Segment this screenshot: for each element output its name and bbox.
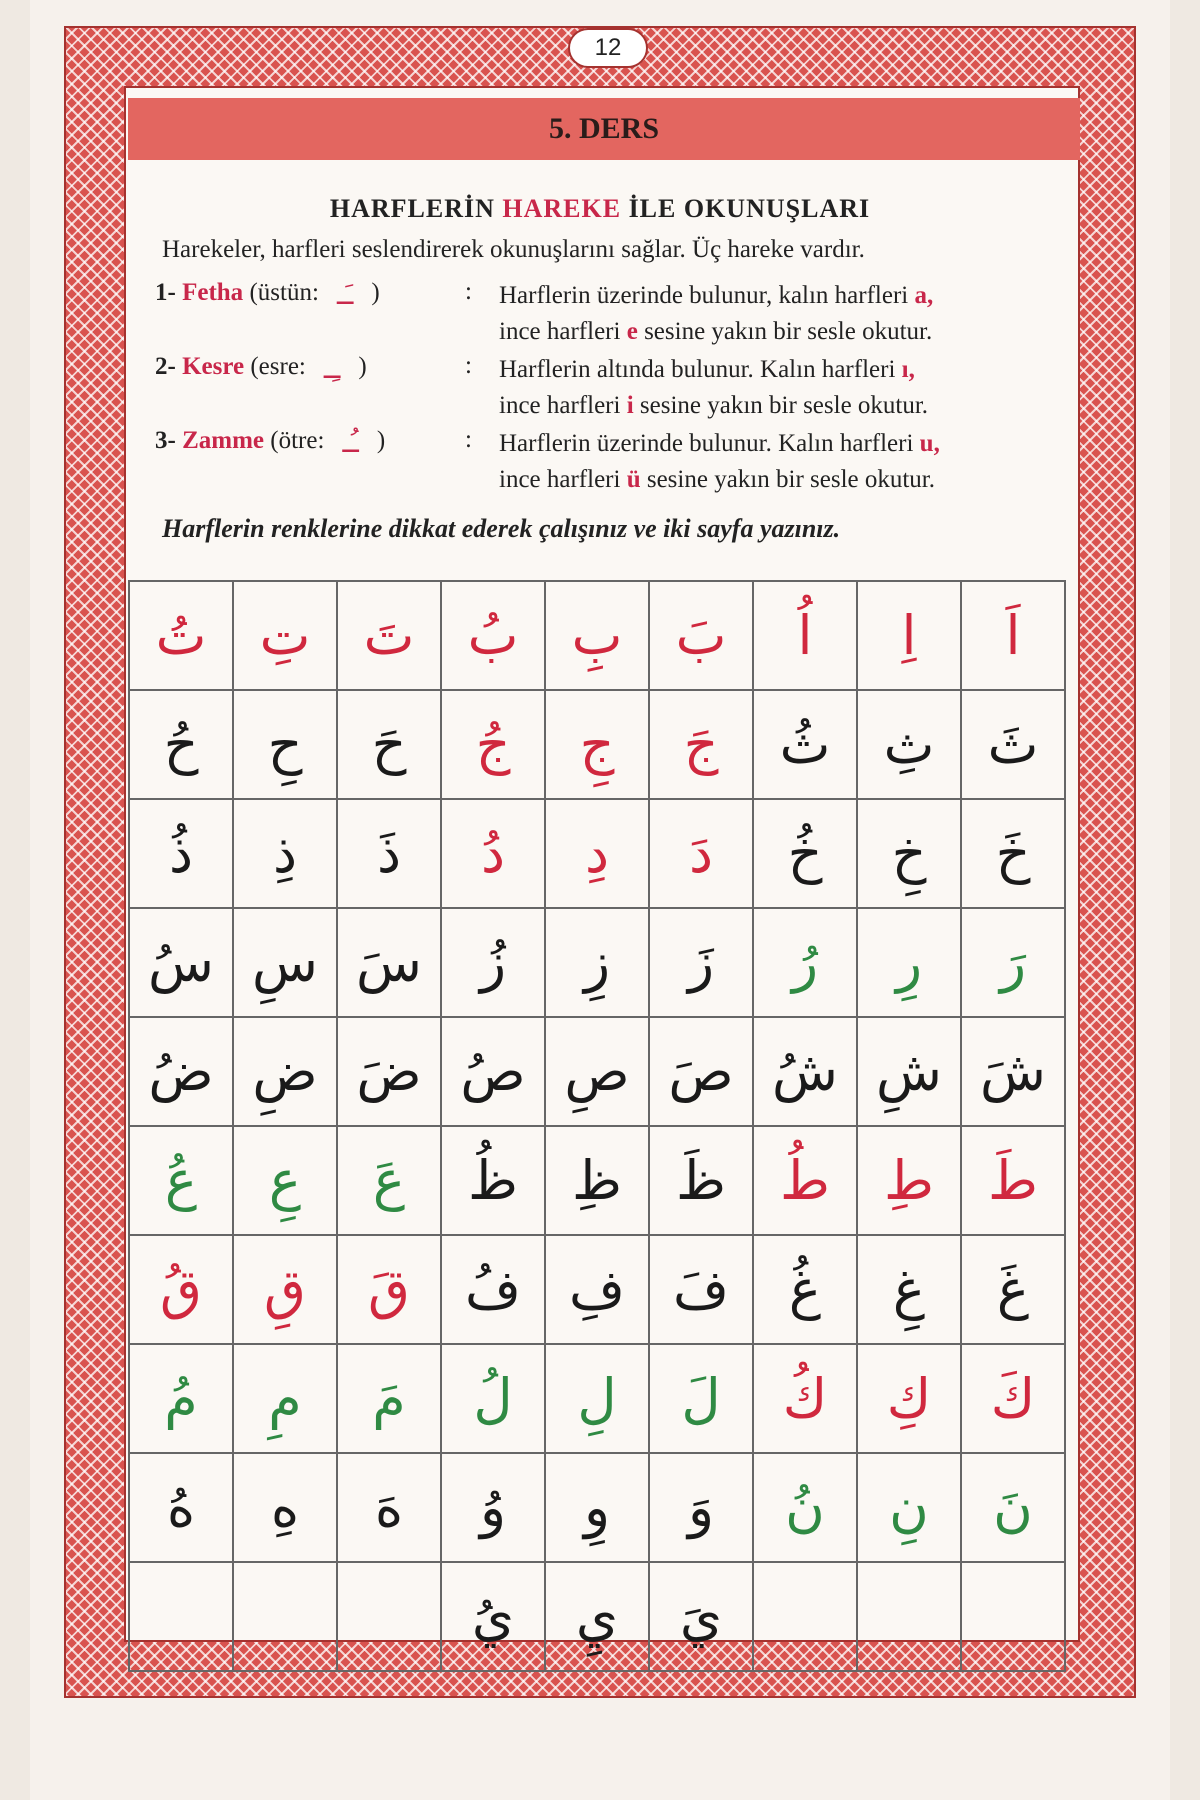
- letter-cell: كِ: [858, 1345, 962, 1454]
- letter-cell: وَ: [650, 1454, 754, 1563]
- empty-cell: [858, 1563, 962, 1672]
- letter-cell: هَ: [338, 1454, 442, 1563]
- letter-cell: يِ: [546, 1563, 650, 1672]
- letter-cell: غَ: [962, 1236, 1066, 1345]
- letter-cell: زُ: [442, 909, 546, 1018]
- letter-cell: كَ: [962, 1345, 1066, 1454]
- letter-cell: نُ: [754, 1454, 858, 1563]
- letter-cell: خُ: [754, 800, 858, 909]
- fetha-mark-icon: ـَـ: [336, 278, 354, 311]
- letter-cell: كُ: [754, 1345, 858, 1454]
- letter-cell: سِ: [234, 909, 338, 1018]
- section-heading: [150, 194, 1050, 224]
- empty-cell: [962, 1563, 1066, 1672]
- letter-cell: اُ: [754, 582, 858, 691]
- heading-part-2: HAREKE: [502, 194, 622, 223]
- letter-cell: لَ: [650, 1345, 754, 1454]
- letter-cell: نَ: [962, 1454, 1066, 1563]
- letter-cell: جُ: [442, 691, 546, 800]
- letter-cell: غِ: [858, 1236, 962, 1345]
- letter-cell: ثَ: [962, 691, 1066, 800]
- hareke-label: 1- Fetha (üstün: ـَـ ): [155, 278, 380, 311]
- letter-cell: ظُ: [442, 1127, 546, 1236]
- heading-part-1: HARFLERİN: [329, 194, 495, 223]
- letter-cell: طَ: [962, 1127, 1066, 1236]
- letter-cell: ظَ: [650, 1127, 754, 1236]
- letter-cell: طِ: [858, 1127, 962, 1236]
- instruction-note: Harflerin renklerine dikkat ederek çalışınız ve iki sayfa yazınız.: [162, 514, 841, 543]
- letter-cell: بَ: [650, 582, 754, 691]
- letter-cell: خِ: [858, 800, 962, 909]
- letter-cell: اِ: [858, 582, 962, 691]
- hareke-description: Harflerin üzerinde bulunur, kalın harfleri a, ince harfleri e sesine yakın bir sesle okutur.: [499, 282, 934, 345]
- kesre-mark-icon: ـِـ: [323, 352, 341, 385]
- letter-cell: رِ: [858, 909, 962, 1018]
- letter-cell: ذِ: [234, 800, 338, 909]
- letter-cell: اَ: [962, 582, 1066, 691]
- letter-cell: قَ: [338, 1236, 442, 1345]
- letter-cell: هُ: [130, 1454, 234, 1563]
- letter-cell: ثِ: [858, 691, 962, 800]
- letter-cell: فَ: [650, 1236, 754, 1345]
- letter-cell: غُ: [754, 1236, 858, 1345]
- letter-cell: لِ: [546, 1345, 650, 1454]
- empty-cell: [338, 1563, 442, 1672]
- letter-cell: لُ: [442, 1345, 546, 1454]
- letter-cell: رَ: [962, 909, 1066, 1018]
- letter-cell: فِ: [546, 1236, 650, 1345]
- letter-cell: مَ: [338, 1345, 442, 1454]
- letter-cell: تِ: [234, 582, 338, 691]
- letter-cell: دُ: [442, 800, 546, 909]
- letter-cell: وُ: [442, 1454, 546, 1563]
- letter-cell: وِ: [546, 1454, 650, 1563]
- hareke-label: 2- Kesre (esre: ـِـ ): [155, 352, 367, 385]
- letter-cell: زَ: [650, 909, 754, 1018]
- letter-cell: ذَ: [338, 800, 442, 909]
- letter-cell: شَ: [962, 1018, 1066, 1127]
- letter-cell: خَ: [962, 800, 1066, 909]
- letter-cell: تُ: [130, 582, 234, 691]
- letter-cell: جِ: [546, 691, 650, 800]
- letter-cell: دِ: [546, 800, 650, 909]
- letter-cell: صَ: [650, 1018, 754, 1127]
- page-number: 12: [568, 28, 648, 68]
- letter-cell: مُ: [130, 1345, 234, 1454]
- empty-cell: [130, 1563, 234, 1672]
- letter-cell: ظِ: [546, 1127, 650, 1236]
- letter-cell: سُ: [130, 909, 234, 1018]
- letter-cell: شِ: [858, 1018, 962, 1127]
- letter-cell: دَ: [650, 800, 754, 909]
- letter-cell: هِ: [234, 1454, 338, 1563]
- empty-cell: [234, 1563, 338, 1672]
- letter-cell: عُ: [130, 1127, 234, 1236]
- heading-part-3: İLE OKUNUŞLARI: [628, 194, 871, 223]
- letter-cell: عَ: [338, 1127, 442, 1236]
- letter-cell: ضِ: [234, 1018, 338, 1127]
- letter-cell: زِ: [546, 909, 650, 1018]
- letter-cell: حُ: [130, 691, 234, 800]
- letter-cell: جَ: [650, 691, 754, 800]
- letter-cell: مِ: [234, 1345, 338, 1454]
- zamme-mark-icon: ـُـ: [342, 426, 359, 459]
- letter-cell: يَ: [650, 1563, 754, 1672]
- empty-cell: [754, 1563, 858, 1672]
- letter-cell: حِ: [234, 691, 338, 800]
- letter-cell: قِ: [234, 1236, 338, 1345]
- letter-cell: بُ: [442, 582, 546, 691]
- letter-cell: تَ: [338, 582, 442, 691]
- letter-cell: حَ: [338, 691, 442, 800]
- letter-cell: قُ: [130, 1236, 234, 1345]
- letter-cell: رُ: [754, 909, 858, 1018]
- intro-text: Harekeler, harfleri seslendirerek okunuşlarını sağlar. Üç hareke vardır.: [162, 236, 865, 263]
- letter-cell: ضَ: [338, 1018, 442, 1127]
- letter-cell: عِ: [234, 1127, 338, 1236]
- letter-cell: ضُ: [130, 1018, 234, 1127]
- letter-cell: فُ: [442, 1236, 546, 1345]
- letter-cell: نِ: [858, 1454, 962, 1563]
- letter-cell: سَ: [338, 909, 442, 1018]
- letter-cell: ثُ: [754, 691, 858, 800]
- lesson-title: 5. DERS: [128, 98, 1080, 160]
- letter-cell: بِ: [546, 582, 650, 691]
- letter-cell: صُ: [442, 1018, 546, 1127]
- letter-cell: ذُ: [130, 800, 234, 909]
- letter-cell: يُ: [442, 1563, 546, 1672]
- letter-cell: شُ: [754, 1018, 858, 1127]
- hareke-description: Harflerin üzerinde bulunur. Kalın harfleri u, ince harfleri ü sesine yakın bir sesle okutur.: [499, 430, 940, 493]
- letter-cell: صِ: [546, 1018, 650, 1127]
- letter-table: [128, 580, 1066, 1672]
- letter-cell: طُ: [754, 1127, 858, 1236]
- hareke-description: Harflerin altında bulunur. Kalın harfleri ı, ince harfleri i sesine yakın bir sesle okutur.: [499, 356, 929, 419]
- hareke-label: 3- Zamme (ötre: ـُـ ): [155, 426, 386, 459]
